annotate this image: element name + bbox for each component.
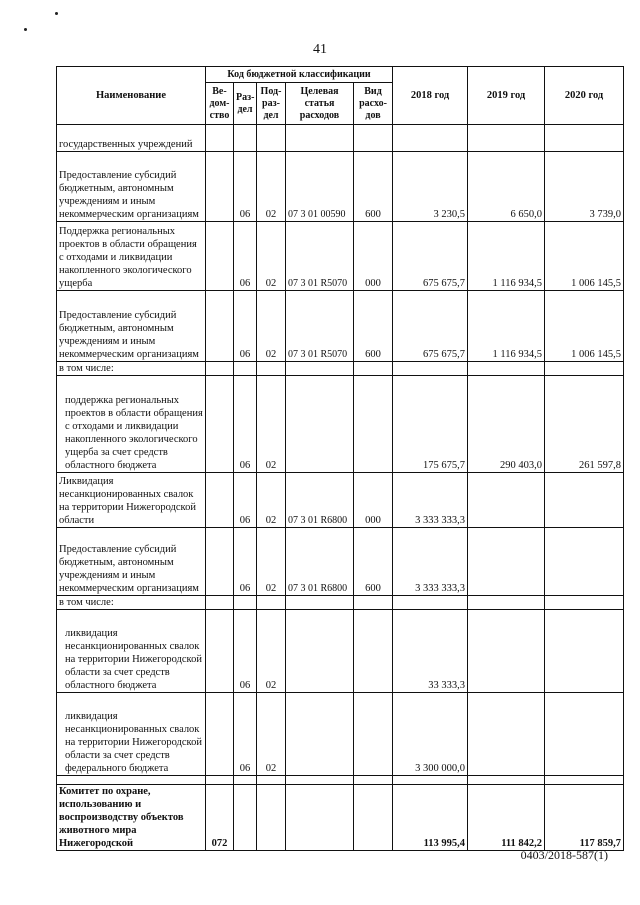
table-row xyxy=(57,693,624,776)
row-name: Предоставление субсидий бюджетным, автономным учреждениям и иным некоммерческим организациям xyxy=(57,152,206,222)
row-expense-type xyxy=(354,362,393,376)
row-2018 xyxy=(393,596,468,610)
row-name: Предоставление субсидий бюджетным, автономным учреждениям и иным некоммерческим организациям xyxy=(57,528,206,596)
row-ved: 072 xyxy=(206,785,234,851)
row-razdel: 06 xyxy=(234,528,257,596)
row-2019 xyxy=(468,776,545,785)
row-podrazdel: 02 xyxy=(257,473,286,528)
row-name: Поддержка региональных проектов в области обращения с отходами и ликвидации накопленного экологического ущерба xyxy=(57,222,206,291)
table-row xyxy=(57,596,624,610)
row-ved xyxy=(206,376,234,473)
row-name: поддержка региональных проектов в области обращения с отходами и ликвидации накопленного экологического ущерба за счет средств областного бюджета xyxy=(57,376,206,473)
table-row xyxy=(57,610,624,693)
row-target-item xyxy=(286,596,354,610)
row-2018: 113 995,4 xyxy=(393,785,468,851)
row-ved xyxy=(206,291,234,362)
row-expense-type xyxy=(354,693,393,776)
row-ved xyxy=(206,610,234,693)
row-name xyxy=(57,776,206,785)
row-name: ликвидация несанкционированных свалок на территории Нижегородской области за счет средств федерального бюджета xyxy=(57,693,206,776)
row-razdel: 06 xyxy=(234,610,257,693)
row-2020: 1 006 145,5 xyxy=(545,291,624,362)
header-name: Наименование xyxy=(57,67,206,125)
row-2020 xyxy=(545,596,624,610)
row-podrazdel: 02 xyxy=(257,222,286,291)
row-2018 xyxy=(393,776,468,785)
header-razdel: Раз- дел xyxy=(234,83,257,125)
row-2019 xyxy=(468,473,545,528)
row-name: государственных учреждений xyxy=(57,125,206,152)
row-target-item xyxy=(286,693,354,776)
row-ved xyxy=(206,152,234,222)
row-2020 xyxy=(545,528,624,596)
row-2019: 111 842,2 xyxy=(468,785,545,851)
table-row xyxy=(57,473,624,528)
header-podrazdel: Под- раз- дел xyxy=(257,83,286,125)
table-row xyxy=(57,125,624,152)
scan-speck xyxy=(55,12,58,15)
row-podrazdel xyxy=(257,785,286,851)
row-2020: 117 859,7 xyxy=(545,785,624,851)
row-podrazdel xyxy=(257,125,286,152)
row-target-item xyxy=(286,610,354,693)
row-expense-type: 600 xyxy=(354,152,393,222)
row-ved xyxy=(206,362,234,376)
row-2019: 6 650,0 xyxy=(468,152,545,222)
row-2020: 1 006 145,5 xyxy=(545,222,624,291)
row-target-item xyxy=(286,125,354,152)
row-target-item xyxy=(286,785,354,851)
row-name: ликвидация несанкционированных свалок на территории Нижегородской области за счет средств областного бюджета xyxy=(57,610,206,693)
row-2020 xyxy=(545,473,624,528)
row-2018: 3 230,5 xyxy=(393,152,468,222)
table-row xyxy=(57,528,624,596)
row-2019: 290 403,0 xyxy=(468,376,545,473)
row-razdel xyxy=(234,785,257,851)
row-ved xyxy=(206,776,234,785)
header-target-item: Целевая статья расходов xyxy=(286,83,354,125)
row-2020: 261 597,8 xyxy=(545,376,624,473)
row-expense-type: 600 xyxy=(354,291,393,362)
row-expense-type xyxy=(354,610,393,693)
row-expense-type xyxy=(354,376,393,473)
row-2018: 3 333 333,3 xyxy=(393,473,468,528)
table-row xyxy=(57,152,624,222)
row-2019: 1 116 934,5 xyxy=(468,291,545,362)
row-target-item: 07 3 01 R5070 xyxy=(286,291,354,362)
row-target-item: 07 3 01 R5070 xyxy=(286,222,354,291)
row-ved xyxy=(206,528,234,596)
header-classification-code: Код бюджетной классификации xyxy=(206,67,393,83)
row-2018: 3 300 000,0 xyxy=(393,693,468,776)
row-2018 xyxy=(393,362,468,376)
document-code: 0403/2018-587(1) xyxy=(520,848,608,862)
header-2019: 2019 год xyxy=(468,67,545,125)
header-2018: 2018 год xyxy=(393,67,468,125)
row-2019 xyxy=(468,596,545,610)
row-podrazdel: 02 xyxy=(257,291,286,362)
row-2020 xyxy=(545,362,624,376)
row-target-item: 07 3 01 R6800 xyxy=(286,473,354,528)
row-podrazdel xyxy=(257,596,286,610)
table-row xyxy=(57,291,624,362)
row-ved xyxy=(206,222,234,291)
row-expense-type xyxy=(354,785,393,851)
row-2019 xyxy=(468,528,545,596)
row-2018: 675 675,7 xyxy=(393,291,468,362)
row-ved xyxy=(206,596,234,610)
header-vedomstvo: Ве- дом- ство xyxy=(206,83,234,125)
row-2018 xyxy=(393,125,468,152)
page-number: 41 xyxy=(313,42,327,57)
row-2020 xyxy=(545,610,624,693)
row-2019: 1 116 934,5 xyxy=(468,222,545,291)
table-row xyxy=(57,362,624,376)
budget-table xyxy=(56,66,624,851)
header-2020: 2020 год xyxy=(545,67,624,125)
row-target-item: 07 3 01 00590 xyxy=(286,152,354,222)
row-2020: 3 739,0 xyxy=(545,152,624,222)
table-row xyxy=(57,785,624,851)
table-row xyxy=(57,222,624,291)
row-expense-type xyxy=(354,125,393,152)
row-razdel xyxy=(234,125,257,152)
row-2020 xyxy=(545,125,624,152)
row-name: Предоставление субсидий бюджетным, автономным учреждениям и иным некоммерческим организациям xyxy=(57,291,206,362)
row-razdel xyxy=(234,776,257,785)
row-name: Ликвидация несанкционированных свалок на территории Нижегородской области xyxy=(57,473,206,528)
row-ved xyxy=(206,473,234,528)
row-expense-type: 000 xyxy=(354,222,393,291)
row-razdel xyxy=(234,362,257,376)
row-target-item: 07 3 01 R6800 xyxy=(286,528,354,596)
row-2019 xyxy=(468,693,545,776)
row-expense-type: 600 xyxy=(354,528,393,596)
row-2018: 33 333,3 xyxy=(393,610,468,693)
row-podrazdel: 02 xyxy=(257,152,286,222)
row-2019 xyxy=(468,125,545,152)
table-row xyxy=(57,376,624,473)
row-2020 xyxy=(545,693,624,776)
row-razdel: 06 xyxy=(234,473,257,528)
row-razdel: 06 xyxy=(234,152,257,222)
row-2018: 3 333 333,3 xyxy=(393,528,468,596)
row-name: Комитет по охране, использованию и воспроизводству объектов животного мира Нижегородской xyxy=(57,785,206,851)
header-expense-type: Вид расхо- дов xyxy=(354,83,393,125)
row-target-item xyxy=(286,776,354,785)
row-target-item xyxy=(286,376,354,473)
row-razdel xyxy=(234,596,257,610)
row-razdel: 06 xyxy=(234,222,257,291)
row-2018: 175 675,7 xyxy=(393,376,468,473)
row-2019 xyxy=(468,362,545,376)
row-podrazdel xyxy=(257,362,286,376)
row-2018: 675 675,7 xyxy=(393,222,468,291)
row-podrazdel: 02 xyxy=(257,693,286,776)
scan-speck xyxy=(24,28,27,31)
row-razdel: 06 xyxy=(234,693,257,776)
row-podrazdel: 02 xyxy=(257,376,286,473)
row-expense-type xyxy=(354,596,393,610)
row-2019 xyxy=(468,610,545,693)
row-target-item xyxy=(286,362,354,376)
row-razdel: 06 xyxy=(234,291,257,362)
row-name: в том числе: xyxy=(57,596,206,610)
row-podrazdel xyxy=(257,776,286,785)
row-ved xyxy=(206,693,234,776)
row-name: в том числе: xyxy=(57,362,206,376)
row-expense-type xyxy=(354,776,393,785)
table-row-spacer xyxy=(57,776,624,785)
row-razdel: 06 xyxy=(234,376,257,473)
row-2020 xyxy=(545,776,624,785)
row-podrazdel: 02 xyxy=(257,528,286,596)
row-expense-type: 000 xyxy=(354,473,393,528)
row-podrazdel: 02 xyxy=(257,610,286,693)
row-ved xyxy=(206,125,234,152)
